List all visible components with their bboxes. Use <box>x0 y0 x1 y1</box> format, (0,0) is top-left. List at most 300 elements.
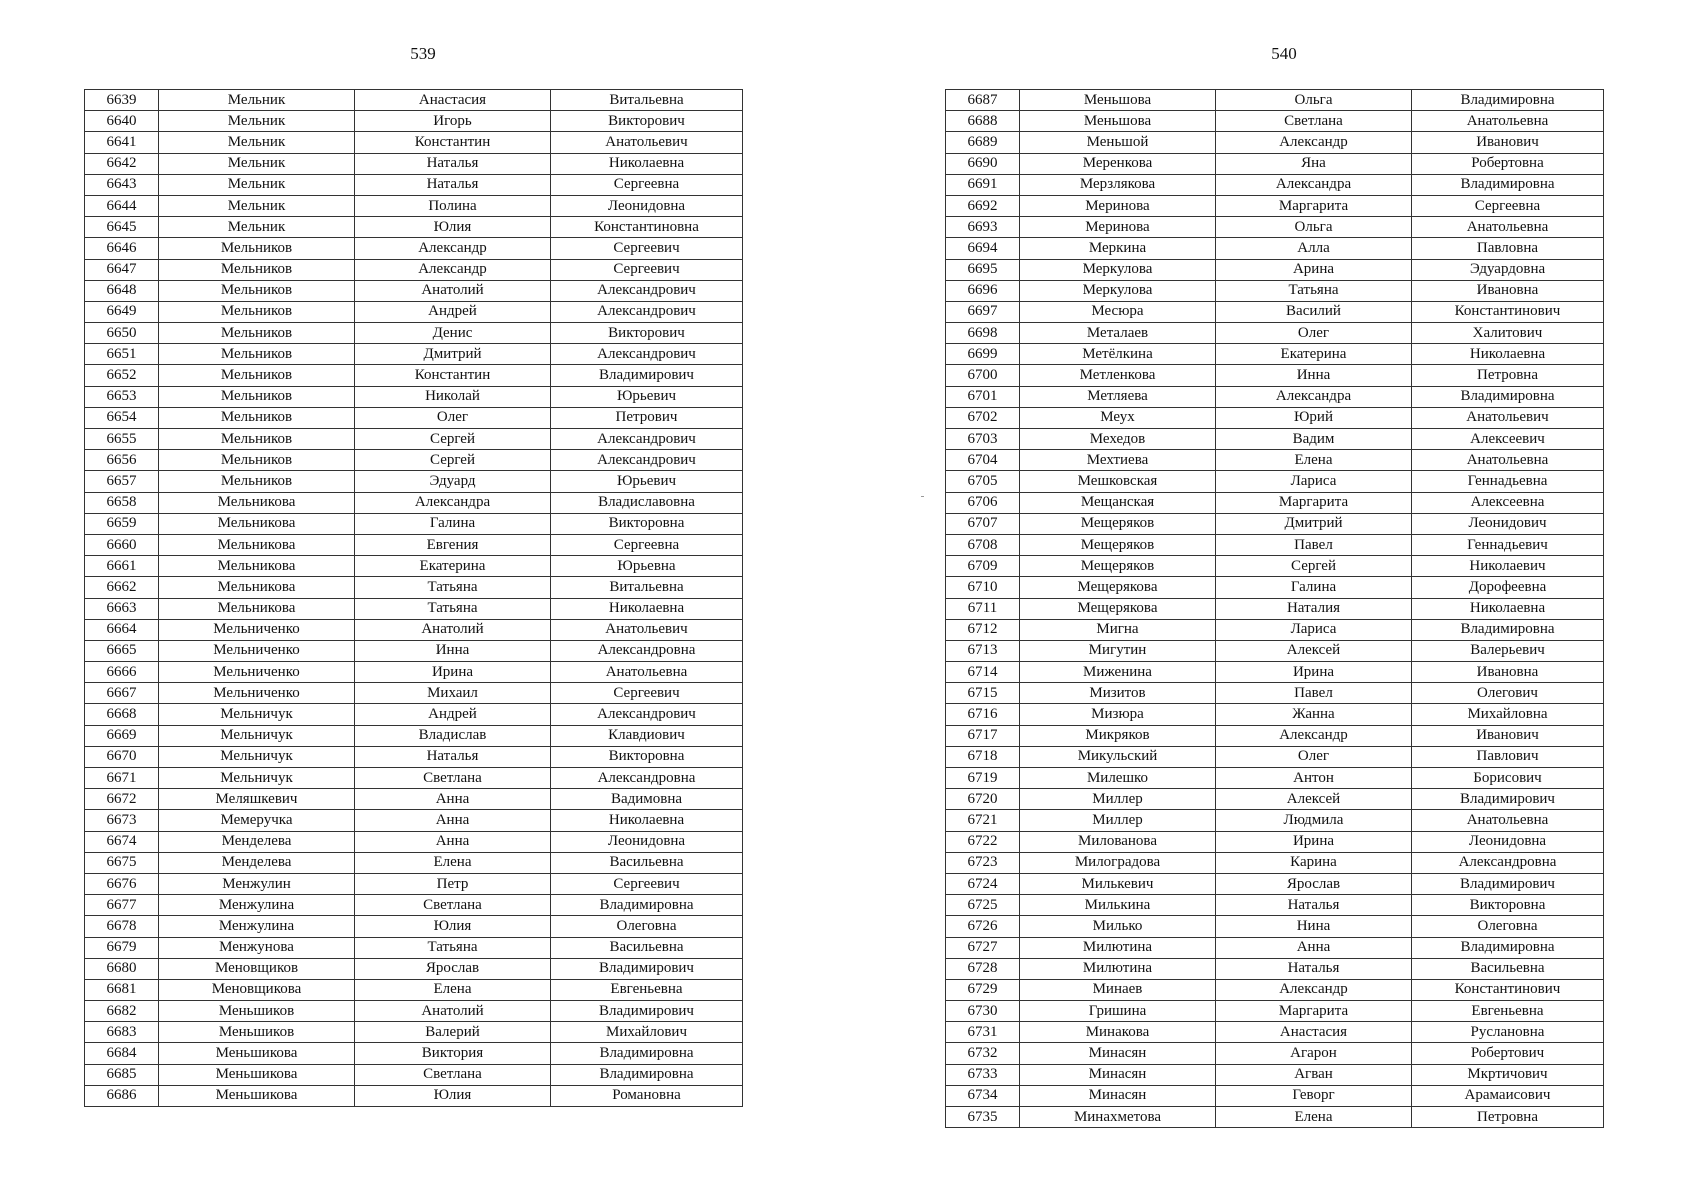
last-name-cell: Милешко <box>1020 768 1216 789</box>
first-name-cell: Анатолий <box>355 619 551 640</box>
first-name-cell: Вадим <box>1216 429 1412 450</box>
entry-number-cell: 6668 <box>85 704 159 725</box>
patronymic-cell: Евгеньевна <box>1412 1001 1604 1022</box>
entry-number-cell: 6651 <box>85 344 159 365</box>
first-name-cell: Анатолий <box>355 1001 551 1022</box>
first-name-cell: Ирина <box>1216 662 1412 683</box>
entry-number-cell: 6689 <box>946 132 1020 153</box>
table-row <box>946 937 1604 958</box>
patronymic-cell: Анатольевна <box>1412 217 1604 238</box>
first-name-cell: Светлана <box>355 768 551 789</box>
first-name-cell: Карина <box>1216 852 1412 873</box>
last-name-cell: Мельничук <box>159 746 355 767</box>
entry-number-cell: 6698 <box>946 323 1020 344</box>
entry-number-cell: 6718 <box>946 746 1020 767</box>
entry-number-cell: 6643 <box>85 174 159 195</box>
last-name-cell: Меух <box>1020 407 1216 428</box>
table-row <box>946 259 1604 280</box>
entry-number-cell: 6678 <box>85 916 159 937</box>
patronymic-cell: Олегович <box>1412 683 1604 704</box>
last-name-cell: Менжулина <box>159 916 355 937</box>
patronymic-cell: Петрович <box>551 407 743 428</box>
table-row <box>85 598 743 619</box>
table-row <box>946 1064 1604 1085</box>
last-name-cell: Меньшова <box>1020 90 1216 111</box>
entry-number-cell: 6717 <box>946 725 1020 746</box>
last-name-cell: Меринова <box>1020 217 1216 238</box>
table-row <box>946 1107 1604 1128</box>
patronymic-cell: Дорофеевна <box>1412 577 1604 598</box>
last-name-cell: Мигна <box>1020 619 1216 640</box>
table-row <box>85 958 743 979</box>
entry-number-cell: 6677 <box>85 895 159 916</box>
patronymic-cell: Владимирович <box>551 1001 743 1022</box>
entry-number-cell: 6673 <box>85 810 159 831</box>
first-name-cell: Светлана <box>355 1064 551 1085</box>
last-name-cell: Мельников <box>159 238 355 259</box>
entry-number-cell: 6726 <box>946 916 1020 937</box>
entry-number-cell: 6663 <box>85 598 159 619</box>
first-name-cell: Александра <box>1216 386 1412 407</box>
last-name-cell: Меренкова <box>1020 153 1216 174</box>
last-name-cell: Мизюра <box>1020 704 1216 725</box>
first-name-cell: Михаил <box>355 683 551 704</box>
first-name-cell: Анастасия <box>1216 1022 1412 1043</box>
table-row <box>85 323 743 344</box>
entry-number-cell: 6675 <box>85 852 159 873</box>
first-name-cell: Павел <box>1216 534 1412 555</box>
last-name-cell: Месюра <box>1020 301 1216 322</box>
entry-number-cell: 6640 <box>85 111 159 132</box>
last-name-cell: Минакова <box>1020 1022 1216 1043</box>
first-name-cell: Лариса <box>1216 471 1412 492</box>
first-name-cell: Татьяна <box>355 937 551 958</box>
table-row <box>85 450 743 471</box>
entry-number-cell: 6704 <box>946 450 1020 471</box>
last-name-cell: Миллер <box>1020 789 1216 810</box>
last-name-cell: Меньшикова <box>159 1064 355 1085</box>
table-row <box>85 386 743 407</box>
last-name-cell: Мельников <box>159 259 355 280</box>
table-row <box>946 174 1604 195</box>
table-row <box>946 471 1604 492</box>
first-name-cell: Наталия <box>1216 598 1412 619</box>
patronymic-cell: Васильевна <box>1412 958 1604 979</box>
first-name-cell: Инна <box>355 640 551 661</box>
first-name-cell: Наталья <box>355 153 551 174</box>
patronymic-cell: Сергеевич <box>551 259 743 280</box>
last-name-cell: Мехтиева <box>1020 450 1216 471</box>
patronymic-cell: Клавдиович <box>551 725 743 746</box>
last-name-cell: Мехедов <box>1020 429 1216 450</box>
table-row <box>946 217 1604 238</box>
last-name-cell: Милютина <box>1020 937 1216 958</box>
entry-number-cell: 6670 <box>85 746 159 767</box>
table-row <box>85 577 743 598</box>
entry-number-cell: 6683 <box>85 1022 159 1043</box>
first-name-cell: Татьяна <box>1216 280 1412 301</box>
last-name-cell: Гришина <box>1020 1001 1216 1022</box>
entry-number-cell: 6657 <box>85 471 159 492</box>
entry-number-cell: 6641 <box>85 132 159 153</box>
patronymic-cell: Мкртичович <box>1412 1064 1604 1085</box>
table-row <box>85 556 743 577</box>
last-name-cell: Милоградова <box>1020 852 1216 873</box>
last-name-cell: Меркина <box>1020 238 1216 259</box>
last-name-cell: Мельников <box>159 386 355 407</box>
table-row <box>946 789 1604 810</box>
patronymic-cell: Николаевна <box>1412 344 1604 365</box>
entry-number-cell: 6703 <box>946 429 1020 450</box>
first-name-cell: Денис <box>355 323 551 344</box>
first-name-cell: Елена <box>1216 1107 1412 1128</box>
last-name-cell: Меньшиков <box>159 1022 355 1043</box>
table-row <box>946 598 1604 619</box>
patronymic-cell: Леонидовна <box>551 195 743 216</box>
first-name-cell: Константин <box>355 132 551 153</box>
entry-number-cell: 6669 <box>85 725 159 746</box>
entry-number-cell: 6686 <box>85 1085 159 1106</box>
entry-number-cell: 6664 <box>85 619 159 640</box>
patronymic-cell: Анатольевич <box>551 132 743 153</box>
patronymic-cell: Анатольевна <box>551 662 743 683</box>
patronymic-cell: Владимировна <box>1412 386 1604 407</box>
patronymic-cell: Владимировна <box>1412 619 1604 640</box>
first-name-cell: Елена <box>1216 450 1412 471</box>
table-row <box>85 429 743 450</box>
entry-number-cell: 6690 <box>946 153 1020 174</box>
table-row <box>85 789 743 810</box>
entry-number-cell: 6639 <box>85 90 159 111</box>
table-row <box>946 323 1604 344</box>
patronymic-cell: Константиновна <box>551 217 743 238</box>
first-name-cell: Сергей <box>355 450 551 471</box>
first-name-cell: Анна <box>1216 937 1412 958</box>
table-row <box>85 619 743 640</box>
entry-number-cell: 6693 <box>946 217 1020 238</box>
patronymic-cell: Ивановна <box>1412 662 1604 683</box>
entry-number-cell: 6666 <box>85 662 159 683</box>
entry-number-cell: 6711 <box>946 598 1020 619</box>
page-number-right: 540 <box>1271 44 1297 63</box>
patronymic-cell: Олеговна <box>1412 916 1604 937</box>
entry-number-cell: 6714 <box>946 662 1020 683</box>
entry-number-cell: 6709 <box>946 556 1020 577</box>
patronymic-cell: Юрьевич <box>551 386 743 407</box>
table-row <box>85 704 743 725</box>
entry-number-cell: 6701 <box>946 386 1020 407</box>
patronymic-cell: Сергеевна <box>551 174 743 195</box>
first-name-cell: Людмила <box>1216 810 1412 831</box>
patronymic-cell: Ивановна <box>1412 280 1604 301</box>
table-row <box>85 640 743 661</box>
table-row <box>946 301 1604 322</box>
last-name-cell: Менделева <box>159 831 355 852</box>
last-name-cell: Меньшиков <box>159 1001 355 1022</box>
last-name-cell: Милькина <box>1020 895 1216 916</box>
entry-number-cell: 6723 <box>946 852 1020 873</box>
first-name-cell: Юлия <box>355 916 551 937</box>
patronymic-cell: Валерьевич <box>1412 640 1604 661</box>
first-name-cell: Ярослав <box>355 958 551 979</box>
last-name-cell: Мельничук <box>159 704 355 725</box>
first-name-cell: Анна <box>355 810 551 831</box>
first-name-cell: Екатерина <box>1216 344 1412 365</box>
patronymic-cell: Леонидовна <box>1412 831 1604 852</box>
first-name-cell: Наталья <box>355 174 551 195</box>
table-row <box>85 895 743 916</box>
last-name-cell: Миллер <box>1020 810 1216 831</box>
entry-number-cell: 6708 <box>946 534 1020 555</box>
last-name-cell: Метленкова <box>1020 365 1216 386</box>
entry-number-cell: 6671 <box>85 768 159 789</box>
patronymic-cell: Николаевна <box>1412 598 1604 619</box>
last-name-cell: Менжулин <box>159 873 355 894</box>
patronymic-cell: Юрьевна <box>551 556 743 577</box>
last-name-cell: Мельниченко <box>159 640 355 661</box>
patronymic-cell: Александрович <box>551 429 743 450</box>
entry-number-cell: 6692 <box>946 195 1020 216</box>
patronymic-cell: Константинович <box>1412 979 1604 1000</box>
patronymic-cell: Геннадьевич <box>1412 534 1604 555</box>
patronymic-cell: Константинович <box>1412 301 1604 322</box>
table-row <box>946 492 1604 513</box>
patronymic-cell: Анатольевна <box>1412 810 1604 831</box>
first-name-cell: Арина <box>1216 259 1412 280</box>
first-name-cell: Павел <box>1216 683 1412 704</box>
first-name-cell: Татьяна <box>355 598 551 619</box>
first-name-cell: Галина <box>1216 577 1412 598</box>
table-row <box>85 174 743 195</box>
last-name-cell: Мельникова <box>159 534 355 555</box>
last-name-cell: Мельников <box>159 301 355 322</box>
entry-number-cell: 6656 <box>85 450 159 471</box>
table-row <box>85 492 743 513</box>
table-row <box>85 810 743 831</box>
first-name-cell: Александр <box>1216 979 1412 1000</box>
patronymic-cell: Леонидовна <box>551 831 743 852</box>
entry-number-cell: 6654 <box>85 407 159 428</box>
patronymic-cell: Петровна <box>1412 1107 1604 1128</box>
patronymic-cell: Руслановна <box>1412 1022 1604 1043</box>
patronymic-cell: Анатольевич <box>551 619 743 640</box>
entry-number-cell: 6682 <box>85 1001 159 1022</box>
table-row <box>946 619 1604 640</box>
patronymic-cell: Владимирович <box>551 958 743 979</box>
last-name-cell: Мельников <box>159 323 355 344</box>
patronymic-cell: Викторович <box>551 111 743 132</box>
patronymic-cell: Викторовна <box>551 746 743 767</box>
table-row <box>85 132 743 153</box>
patronymic-cell: Васильевна <box>551 852 743 873</box>
first-name-cell: Ольга <box>1216 217 1412 238</box>
table-row <box>946 90 1604 111</box>
last-name-cell: Мешковская <box>1020 471 1216 492</box>
patronymic-cell: Александровна <box>551 768 743 789</box>
last-name-cell: Меньшова <box>1020 111 1216 132</box>
table-row <box>946 577 1604 598</box>
table-row <box>85 979 743 1000</box>
first-name-cell: Алексей <box>1216 789 1412 810</box>
table-row <box>946 1022 1604 1043</box>
entry-number-cell: 6672 <box>85 789 159 810</box>
first-name-cell: Инна <box>1216 365 1412 386</box>
first-name-cell: Нина <box>1216 916 1412 937</box>
first-name-cell: Наталья <box>1216 958 1412 979</box>
table-row <box>946 386 1604 407</box>
patronymic-cell: Вадимовна <box>551 789 743 810</box>
first-name-cell: Галина <box>355 513 551 534</box>
first-name-cell: Дмитрий <box>1216 513 1412 534</box>
table-row <box>85 534 743 555</box>
last-name-cell: Меринова <box>1020 195 1216 216</box>
first-name-cell: Николай <box>355 386 551 407</box>
last-name-cell: Мельников <box>159 280 355 301</box>
scan-speck <box>921 496 924 497</box>
entry-number-cell: 6707 <box>946 513 1020 534</box>
entry-number-cell: 6728 <box>946 958 1020 979</box>
last-name-cell: Меляшкевич <box>159 789 355 810</box>
last-name-cell: Мельник <box>159 90 355 111</box>
entry-number-cell: 6660 <box>85 534 159 555</box>
last-name-cell: Мельников <box>159 450 355 471</box>
patronymic-cell: Александрович <box>551 280 743 301</box>
entry-number-cell: 6721 <box>946 810 1020 831</box>
entry-number-cell: 6679 <box>85 937 159 958</box>
patronymic-cell: Анатольевна <box>1412 111 1604 132</box>
first-name-cell: Петр <box>355 873 551 894</box>
patronymic-cell: Борисович <box>1412 768 1604 789</box>
table-row <box>946 153 1604 174</box>
first-name-cell: Маргарита <box>1216 1001 1412 1022</box>
patronymic-cell: Робертович <box>1412 1043 1604 1064</box>
entry-number-cell: 6725 <box>946 895 1020 916</box>
entry-number-cell: 6647 <box>85 259 159 280</box>
first-name-cell: Александр <box>355 238 551 259</box>
first-name-cell: Светлана <box>1216 111 1412 132</box>
entry-number-cell: 6655 <box>85 429 159 450</box>
entry-number-cell: 6705 <box>946 471 1020 492</box>
entry-number-cell: 6734 <box>946 1085 1020 1106</box>
table-row <box>946 979 1604 1000</box>
last-name-cell: Метёлкина <box>1020 344 1216 365</box>
table-row <box>946 810 1604 831</box>
patronymic-cell: Владимировна <box>1412 174 1604 195</box>
entry-number-cell: 6729 <box>946 979 1020 1000</box>
first-name-cell: Анастасия <box>355 90 551 111</box>
patronymic-cell: Алексеевич <box>1412 429 1604 450</box>
patronymic-cell: Робертовна <box>1412 153 1604 174</box>
first-name-cell: Ирина <box>355 662 551 683</box>
first-name-cell: Олег <box>1216 746 1412 767</box>
table-row <box>946 195 1604 216</box>
entry-number-cell: 6680 <box>85 958 159 979</box>
entry-number-cell: 6710 <box>946 577 1020 598</box>
first-name-cell: Маргарита <box>1216 492 1412 513</box>
entry-number-cell: 6727 <box>946 937 1020 958</box>
last-name-cell: Минаев <box>1020 979 1216 1000</box>
first-name-cell: Антон <box>1216 768 1412 789</box>
table-row <box>946 1085 1604 1106</box>
entry-number-cell: 6732 <box>946 1043 1020 1064</box>
last-name-cell: Мемеручка <box>159 810 355 831</box>
last-name-cell: Милькевич <box>1020 873 1216 894</box>
table-row <box>946 556 1604 577</box>
last-name-cell: Мельник <box>159 111 355 132</box>
table-row <box>85 153 743 174</box>
entry-number-cell: 6687 <box>946 90 1020 111</box>
table-row <box>85 1064 743 1085</box>
table-row <box>85 1022 743 1043</box>
patronymic-cell: Олеговна <box>551 916 743 937</box>
last-name-cell: Микряков <box>1020 725 1216 746</box>
table-row <box>85 111 743 132</box>
patronymic-cell: Александровна <box>551 640 743 661</box>
first-name-cell: Анатолий <box>355 280 551 301</box>
entry-number-cell: 6731 <box>946 1022 1020 1043</box>
entry-number-cell: 6646 <box>85 238 159 259</box>
last-name-cell: Мельничук <box>159 768 355 789</box>
first-name-cell: Татьяна <box>355 577 551 598</box>
last-name-cell: Милько <box>1020 916 1216 937</box>
entry-number-cell: 6684 <box>85 1043 159 1064</box>
last-name-cell: Меновщикова <box>159 979 355 1000</box>
first-name-cell: Владислав <box>355 725 551 746</box>
first-name-cell: Валерий <box>355 1022 551 1043</box>
first-name-cell: Агван <box>1216 1064 1412 1085</box>
patronymic-cell: Викторович <box>551 323 743 344</box>
patronymic-cell: Сергеевич <box>551 683 743 704</box>
table-row <box>946 1001 1604 1022</box>
name-register-table-left <box>84 89 743 1107</box>
last-name-cell: Мельничук <box>159 725 355 746</box>
last-name-cell: Мельник <box>159 217 355 238</box>
patronymic-cell: Викторовна <box>1412 895 1604 916</box>
last-name-cell: Мельников <box>159 471 355 492</box>
entry-number-cell: 6685 <box>85 1064 159 1085</box>
entry-number-cell: 6713 <box>946 640 1020 661</box>
patronymic-cell: Эдуардовна <box>1412 259 1604 280</box>
table-row <box>85 238 743 259</box>
first-name-cell: Константин <box>355 365 551 386</box>
page-number-left: 539 <box>410 44 436 63</box>
entry-number-cell: 6691 <box>946 174 1020 195</box>
table-row <box>946 450 1604 471</box>
entry-number-cell: 6720 <box>946 789 1020 810</box>
first-name-cell: Алексей <box>1216 640 1412 661</box>
patronymic-cell: Леонидович <box>1412 513 1604 534</box>
first-name-cell: Анна <box>355 831 551 852</box>
first-name-cell: Лариса <box>1216 619 1412 640</box>
last-name-cell: Мельникова <box>159 556 355 577</box>
first-name-cell: Александр <box>1216 725 1412 746</box>
last-name-cell: Микульский <box>1020 746 1216 767</box>
entry-number-cell: 6667 <box>85 683 159 704</box>
table-row <box>946 831 1604 852</box>
last-name-cell: Мельниченко <box>159 683 355 704</box>
first-name-cell: Василий <box>1216 301 1412 322</box>
entry-number-cell: 6694 <box>946 238 1020 259</box>
first-name-cell: Ольга <box>1216 90 1412 111</box>
first-name-cell: Александра <box>355 492 551 513</box>
table-row <box>85 1043 743 1064</box>
last-name-cell: Мерзлякова <box>1020 174 1216 195</box>
entry-number-cell: 6706 <box>946 492 1020 513</box>
entry-number-cell: 6719 <box>946 768 1020 789</box>
first-name-cell: Анна <box>355 789 551 810</box>
patronymic-cell: Владимировна <box>1412 90 1604 111</box>
table-row <box>946 344 1604 365</box>
